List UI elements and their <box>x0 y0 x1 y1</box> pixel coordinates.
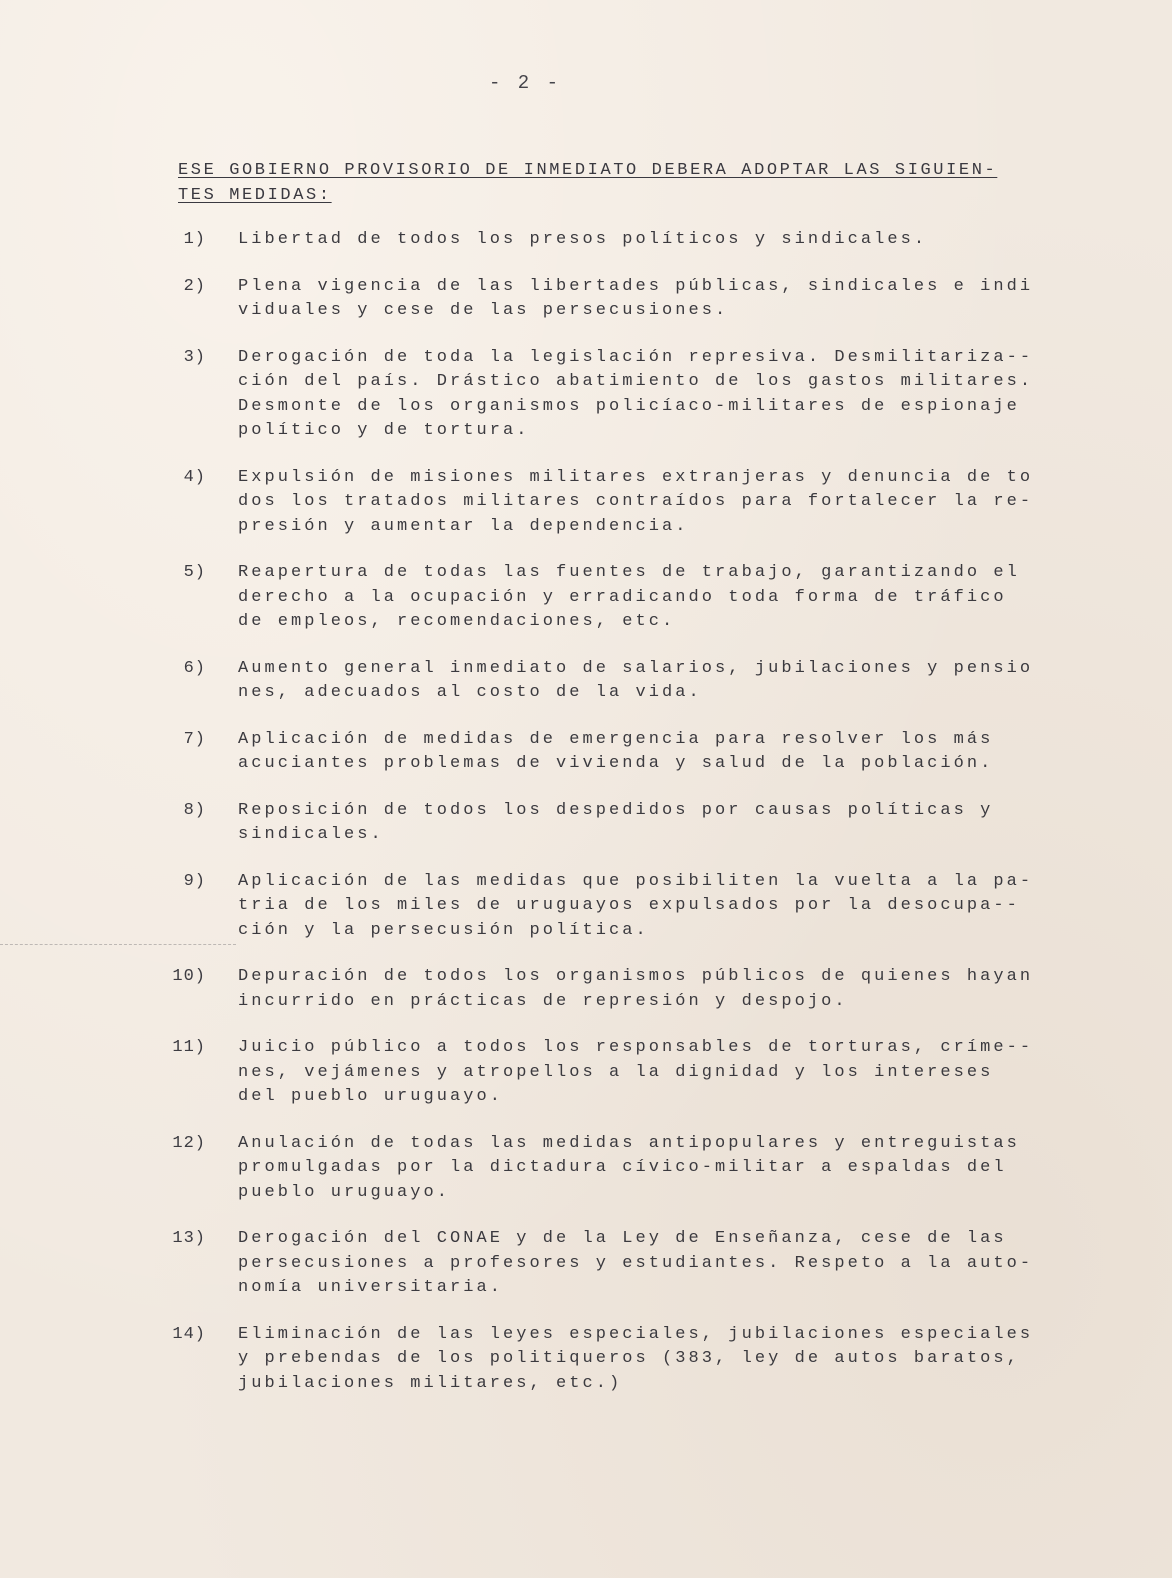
item-text: Juicio público a todos los responsables de torturas, críme-- nes, vejámenes y atropellos a la dignidad y los intereses del pueblo uruguayo. <box>238 1038 1034 1106</box>
list-item <box>0 1132 1172 1206</box>
list-item <box>0 275 1172 324</box>
item-text: Aplicación de medidas de emergencia para resolver los más acuciantes problemas de vivienda y salud de la población. <box>238 729 994 773</box>
item-number: 5) <box>183 563 206 582</box>
list-item <box>0 870 1172 944</box>
list-item <box>0 228 1172 253</box>
measures-list <box>0 228 1172 1418</box>
item-number: 12) <box>172 1133 206 1153</box>
item-number: 4) <box>183 467 206 487</box>
item-text: Derogación del CONAE y de la Ley de Enseñanza, cese de las persecusiones a profesores y estudiantes. Respeto a la auto- nomía universitaria. <box>238 1229 1034 1297</box>
section-heading <box>178 158 1098 208</box>
item-text: Derogación de toda la legislación represiva. Desmilitariza-- ción del país. Drástico abatimiento de los gastos militares. Desmonte de los organismos policíaco-militares de espionaje político y de tortura. <box>238 347 1034 440</box>
item-number: 8) <box>183 800 206 820</box>
item-number: 13) <box>172 1229 206 1248</box>
item-text: Aumento general inmediato de salarios, jubilaciones y pensio nes, adecuados al costo de la vida. <box>238 658 1034 702</box>
item-number: 9) <box>183 871 206 891</box>
item-number: 6) <box>183 658 206 678</box>
item-number: 14) <box>172 1324 206 1344</box>
item-number: 10) <box>172 967 206 986</box>
item-text: Eliminación de las leyes especiales, jubilaciones especiales y prebendas de los politiqueros (383, ley de autos baratos, jubilaciones militares, etc.) <box>238 1324 1034 1393</box>
item-number: 2) <box>183 276 206 296</box>
list-item <box>0 965 1172 1014</box>
item-text: Plena vigencia de las libertades públicas, sindicales e indi viduales y cese de las persecusiones. <box>238 276 1034 320</box>
list-item <box>0 799 1172 848</box>
list-item <box>0 561 1172 635</box>
item-text: Anulación de todas las medidas antipopulares y entreguistas promulgadas por la dictadura cívico-militar a espaldas del pueblo uruguayo. <box>238 1133 1020 1202</box>
item-text: Reposición de todos los despedidos por causas políticas y sindicales. <box>238 800 994 844</box>
list-item <box>0 466 1172 540</box>
page-number: - 2 - <box>488 72 561 94</box>
item-number: 1) <box>183 230 206 249</box>
item-text: Libertad de todos los presos políticos y sindicales. <box>238 230 928 249</box>
section-heading-text: ESE GOBIERNO PROVISORIO DE INMEDIATO DEBERA ADOPTAR LAS SIGUIEN- TES MEDIDAS: <box>178 161 998 205</box>
list-item <box>0 657 1172 706</box>
item-number: 3) <box>183 347 206 367</box>
list-item <box>0 1227 1172 1301</box>
list-item <box>0 1036 1172 1110</box>
list-item <box>0 728 1172 777</box>
item-text: Aplicación de las medidas que posibiliten la vuelta a la pa- tria de los miles de uruguayos expulsados por la desocupa-- ción y la persecusión política. <box>238 871 1034 940</box>
item-number: 7) <box>183 729 206 749</box>
list-item <box>0 346 1172 444</box>
item-number: 11) <box>172 1038 206 1057</box>
list-item <box>0 1323 1172 1397</box>
item-text: Reapertura de todas las fuentes de trabajo, garantizando el derecho a la ocupación y erradicando toda forma de tráfico de empleos, recomendaciones, etc. <box>238 563 1020 631</box>
item-text: Expulsión de misiones militares extranjeras y denuncia de to dos los tratados militares contraídos para fortalecer la re- presión y aumentar la dependencia. <box>238 467 1034 536</box>
item-text: Depuración de todos los organismos públicos de quienes hayan incurrido en prácticas de represión y despojo. <box>238 967 1034 1011</box>
